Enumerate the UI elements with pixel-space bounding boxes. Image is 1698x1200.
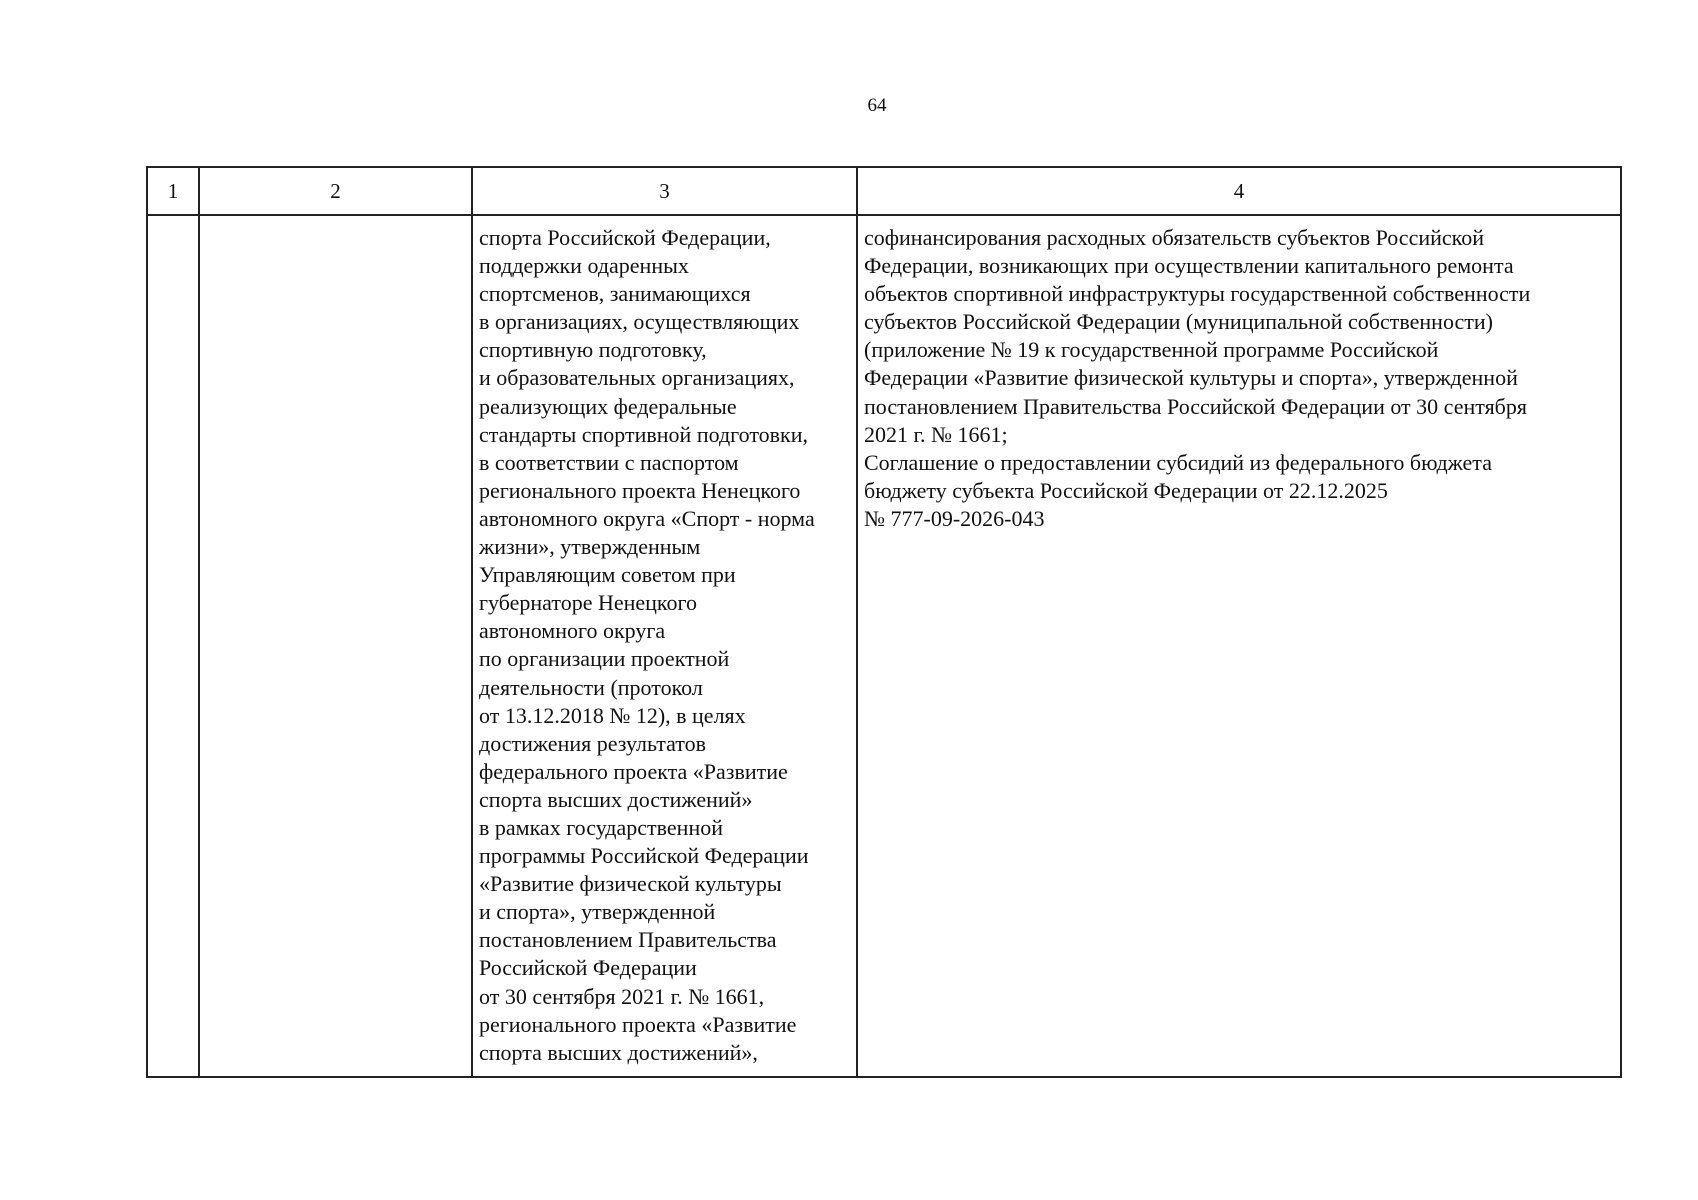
table-header-row bbox=[147, 167, 1621, 215]
header-col-3: 3 bbox=[472, 167, 857, 215]
document-table bbox=[146, 166, 1622, 1078]
cell-col-1 bbox=[147, 215, 199, 1077]
header-col-1: 1 bbox=[147, 167, 199, 215]
header-col-2: 2 bbox=[199, 167, 472, 215]
cell-col-2 bbox=[199, 215, 472, 1077]
cell-col-4-text: софинансирования расходных обязательств субъектов Российской Федерации, возникающих при осуществлении капитального ремонта объектов спортивной инфраструктуры государственной собственности субъектов Российской Федерации (муниципальной собственности) (приложение № 19 к государственной программе Российской Федерации «Развитие физической культуры и спорта», утвержденной постановлением Правительства Российской Федерации от 30 сентября 2021 г. № 1661; Соглашение о предоставлении субсидий из федерального бюджета бюджету субъекта Российской Федерации от 22.12.2025 № 777-09-2026-043 bbox=[864, 225, 1531, 531]
cell-col-2-text bbox=[200, 216, 471, 224]
table-row bbox=[147, 215, 1621, 1077]
header-col-4: 4 bbox=[857, 167, 1621, 215]
cell-col-1-text bbox=[148, 216, 198, 224]
cell-col-3 bbox=[472, 215, 857, 1077]
cell-col-4 bbox=[857, 215, 1621, 1077]
cell-col-3-text: спорта Российской Федерации, поддержки одаренных спортсменов, занимающихся в организациях, осуществляющих спортивную подготовку, и образовательных организациях, реализующих федеральные стандарты спортивной подготовки, в соответствии с паспортом регионального проекта Ненецкого автономного округа «Спорт - норма жизни», утвержденным Управляющим советом при губернаторе Ненецкого автономного округа по организации проектной деятельности (протокол от 13.12.2018 № 12), в целях достижения результатов федерального проекта «Развитие спорта высших достижений» в рамках государственной программы Российской Федерации «Развитие физической культуры и спорта», утвержденной постановлением Правительства Российской Федерации от 30 сентября 2021 г. № 1661, регионального проекта «Развитие спорта высших достижений», bbox=[479, 225, 815, 1065]
page-number: 64 bbox=[867, 95, 887, 116]
